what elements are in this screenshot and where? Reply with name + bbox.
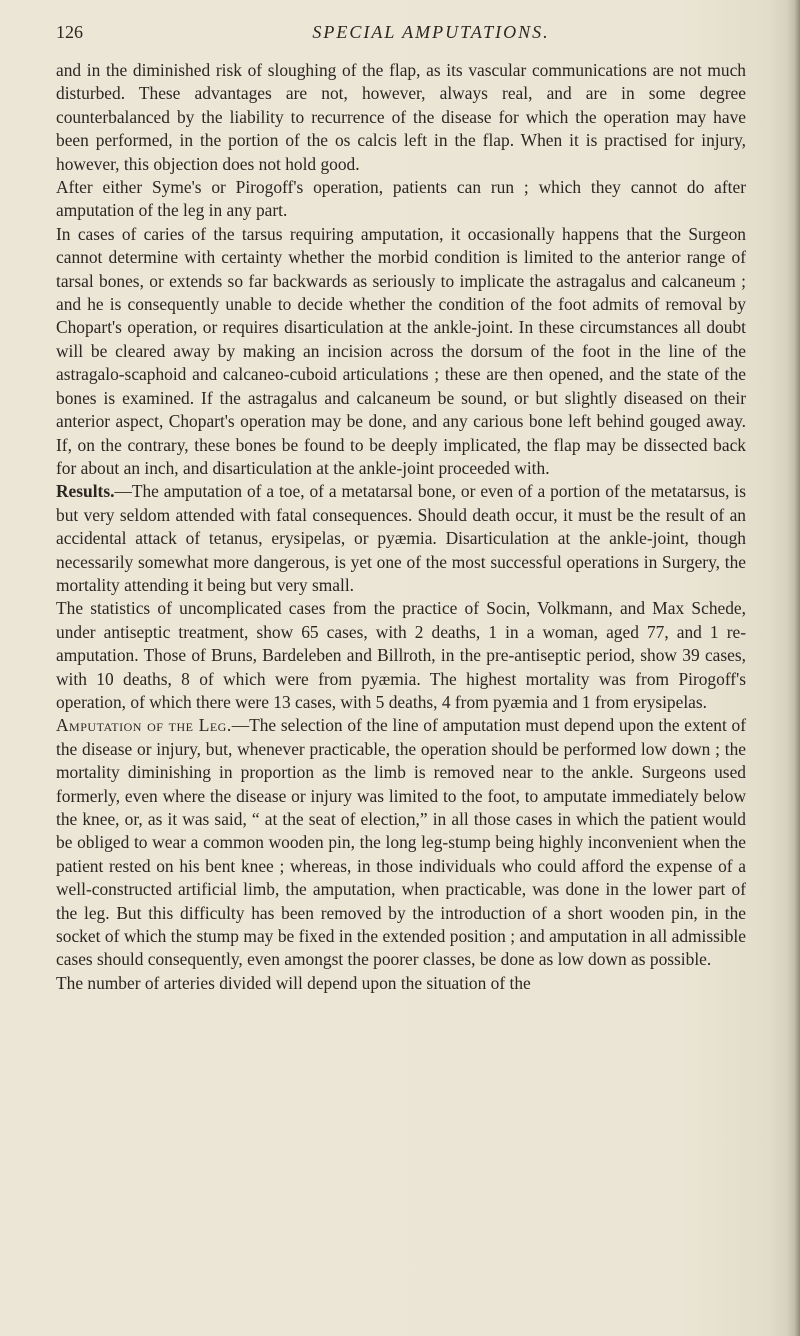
page-body: [56, 59, 746, 995]
paragraph-text: and in the diminished risk of sloughing of the flap, as its vascular communications are not much disturbed. These advantages are not, however, always real, and are in some degree counterbalanced by the liability to recurrence of the disease for which the operation may have been performed, in the portion of the os calcis left in the flap. When it is practised for injury, however, this objection does not hold good.: [56, 60, 746, 174]
paragraph-text: The number of arteries divided will depend upon the situation of the: [56, 972, 531, 993]
paragraph-text: In cases of caries of the tarsus requiring amputation, it occasionally happens that the Surgeon cannot determine with certainty whether the morbid condition is limited to the anterior range of tarsal bones, or extends so far backwards as seriously to implicate the astragalus and calcaneum ; and he is consequently unable to decide whether the condition of the foot admits of removal by Chopart's operation, or requires disarticulation at the ankle-joint. In these circumstances all doubt will be cleared away by making an incision across the dorsum of the foot in the line of the astragalo-scaphoid and calcaneo-cuboid articulations ; these are then opened, and the state of the bones is examined. If the astragalus and calcaneum be sound, or but slightly diseased on their anterior aspect, Chopart's operation may be done, and any carious bone left behind gouged away. If, on the contrary, these bones be found to be deeply implicated, the flap may be dissected back for about an inch, and disarticulation at the ankle-joint proceeded with.: [56, 223, 746, 478]
paragraph-text: —The amputation of a toe, of a metatarsal bone, or even of a portion of the metatarsus, is but very seldom attended with fatal consequences. Should death occur, it must be the result of an accidental attack of tetanus, erysipelas, or pyæmia. Disarticulation at the ankle-joint, though necessarily somewhat more dangerous, is yet one of the most successful operations in Surgery, the mortality attending it being but very small.: [56, 481, 746, 595]
page-header: [56, 22, 746, 48]
paragraph-text: —The selection of the line of amputation must depend upon the extent of the disease or injury, but, whenever practicable, the operation should be performed low down ; the mortality diminishing in proportion as the limb is removed near to the ankle. Surgeons used formerly, even where the disease or injury was limited to the foot, to amputate immediately below the knee, or, as it was said, “ at the seat of election,” in all those cases in which the patient would be obliged to wear a common wooden pin, the long leg-stump being highly inconvenient when the patient rested on his bent knee ; whereas, in those individuals who could afford the expense of a well-constructed artificial limb, the amputation, when practicable, was done in the lower part of the leg. But this difficulty has been removed by the introduction of a short wooden pin, in the socket of which the stump may be fixed in the extended position ; and amputation in all admissible cases should consequently, even amongst the poorer classes, be done as low down as possible.: [56, 715, 746, 970]
paragraph-running-after-operation: [56, 176, 746, 223]
paragraph-results: [56, 480, 746, 597]
paragraph-arteries: [56, 972, 746, 995]
paragraph-statistics: [56, 597, 746, 714]
paragraph-text: After either Syme's or Pirogoff's operation, patients can run ; which they cannot do after amputation of the leg in any part.: [56, 177, 746, 221]
paragraph-text: The statistics of uncomplicated cases from the practice of Socin, Volkmann, and Max Schede, under antiseptic treatment, show 65 cases, with 2 deaths, 1 in a woman, aged 77, and 1 re-amputation. Those of Bruns, Bardeleben and Billroth, in the pre-antiseptic period, show 39 cases, with 10 deaths, 8 of which were from pyæmia. The highest mortality was from Pirogoff's operation, of which there were 13 cases, with 5 deaths, 4 from pyæmia and 1 from erysipelas.: [56, 598, 746, 712]
page-edge-shadow: [786, 0, 800, 1336]
paragraph-amputation-of-leg: [56, 714, 746, 971]
page-number: 126: [56, 22, 83, 42]
paragraph-caries-of-tarsus: [56, 223, 746, 480]
running-title: SPECIAL AMPUTATIONS.: [312, 22, 550, 42]
section-heading-results: Results.: [56, 481, 115, 502]
paragraph-continuation: [56, 59, 746, 176]
section-heading-amputation-of-leg: Amputation of the Leg.: [56, 715, 232, 736]
